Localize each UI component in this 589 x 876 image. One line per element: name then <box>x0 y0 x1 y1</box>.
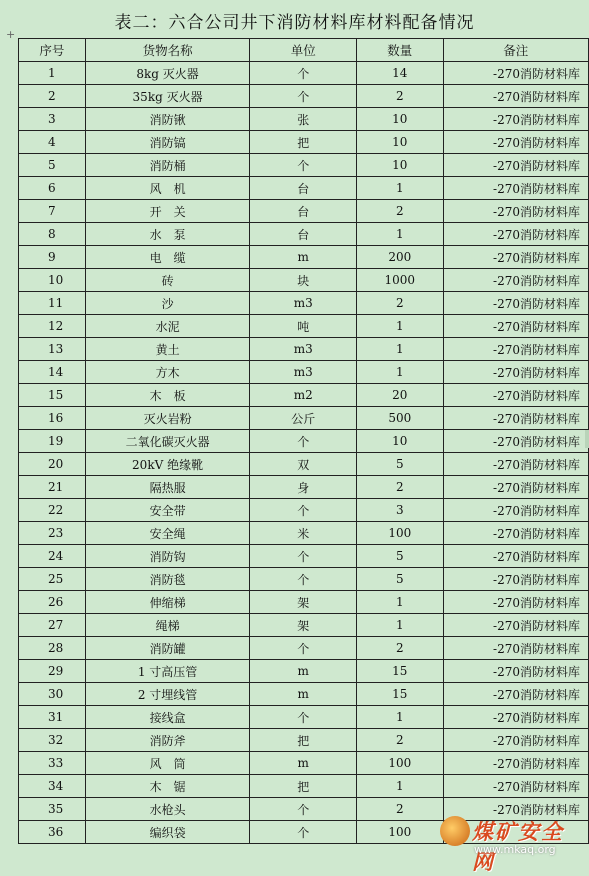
cell-unit: 个 <box>250 637 357 660</box>
cell-serial-number: 21 <box>19 476 86 499</box>
cell-item-name: 水 泵 <box>85 223 250 246</box>
table-row <box>19 108 589 131</box>
cell-serial-number: 33 <box>19 752 86 775</box>
table-row <box>19 729 589 752</box>
cell-remarks: -270消防材料库 <box>443 476 588 499</box>
cell-quantity: 1 <box>357 315 444 338</box>
cell-item-name: 水泥 <box>85 315 250 338</box>
cell-remarks: -270消防材料库 <box>443 154 588 177</box>
table-row <box>19 430 589 453</box>
table-move-handle-icon[interactable]: + <box>6 28 16 41</box>
watermark-logo-icon <box>440 816 470 846</box>
cell-quantity: 10 <box>357 430 444 453</box>
cell-quantity: 15 <box>357 660 444 683</box>
cell-unit: 块 <box>250 269 357 292</box>
cell-unit: m <box>250 683 357 706</box>
cell-remarks: -270消防材料库 <box>443 499 588 522</box>
table-row <box>19 683 589 706</box>
table-row <box>19 407 589 430</box>
materials-table-container <box>18 38 589 844</box>
cell-unit: 台 <box>250 223 357 246</box>
cell-quantity: 2 <box>357 476 444 499</box>
cell-serial-number: 25 <box>19 568 86 591</box>
cell-remarks: -270消防材料库 <box>443 200 588 223</box>
cell-item-name: 消防镐 <box>85 131 250 154</box>
cell-remarks: -270消防材料库 <box>443 177 588 200</box>
table-row <box>19 154 589 177</box>
cell-item-name: 灭火岩粉 <box>85 407 250 430</box>
cell-quantity: 5 <box>357 568 444 591</box>
table-row <box>19 62 589 85</box>
cell-remarks: -270消防材料库 <box>443 338 588 361</box>
cell-remarks: -270消防材料库 <box>443 775 588 798</box>
cell-remarks: -270消防材料库 <box>443 384 588 407</box>
table-row <box>19 614 589 637</box>
cell-quantity: 1 <box>357 177 444 200</box>
cell-quantity: 100 <box>357 821 444 844</box>
cell-quantity: 5 <box>357 453 444 476</box>
cell-quantity: 3 <box>357 499 444 522</box>
materials-table <box>18 38 589 844</box>
cell-unit: m3 <box>250 292 357 315</box>
cell-serial-number: 24 <box>19 545 86 568</box>
cell-serial-number: 8 <box>19 223 86 246</box>
cell-serial-number: 7 <box>19 200 86 223</box>
table-row <box>19 706 589 729</box>
cell-item-name: 木 锯 <box>85 775 250 798</box>
cell-item-name: 沙 <box>85 292 250 315</box>
cell-quantity: 15 <box>357 683 444 706</box>
cell-unit: 个 <box>250 499 357 522</box>
cell-unit: 把 <box>250 775 357 798</box>
cell-remarks: -270消防材料库 <box>443 62 588 85</box>
cell-item-name: 安全绳 <box>85 522 250 545</box>
cell-quantity: 2 <box>357 798 444 821</box>
cell-serial-number: 36 <box>19 821 86 844</box>
cell-remarks: -270消防材料库 <box>443 85 588 108</box>
cell-quantity: 1 <box>357 223 444 246</box>
cell-item-name: 开 关 <box>85 200 250 223</box>
cell-unit: 吨 <box>250 315 357 338</box>
cell-serial-number: 13 <box>19 338 86 361</box>
cell-unit: 个 <box>250 568 357 591</box>
cell-quantity: 2 <box>357 637 444 660</box>
cell-unit: 架 <box>250 614 357 637</box>
cell-remarks: -270消防材料库 <box>443 729 588 752</box>
header-quantity: 数量 <box>357 39 444 62</box>
header-remarks: 备注 <box>443 39 588 62</box>
cell-quantity: 200 <box>357 246 444 269</box>
cell-unit: m3 <box>250 361 357 384</box>
table-row <box>19 223 589 246</box>
cell-item-name: 电 缆 <box>85 246 250 269</box>
cell-item-name: 方木 <box>85 361 250 384</box>
cell-item-name: 消防斧 <box>85 729 250 752</box>
cell-remarks: -270消防材料库 <box>443 315 588 338</box>
cell-unit: 个 <box>250 85 357 108</box>
cell-unit: 个 <box>250 798 357 821</box>
cell-item-name: 20kV 绝缘靴 <box>85 453 250 476</box>
header-item-name: 货物名称 <box>85 39 250 62</box>
cell-quantity: 2 <box>357 729 444 752</box>
cell-remarks: -270消防材料库 <box>443 246 588 269</box>
cell-unit: 个 <box>250 154 357 177</box>
cell-remarks: -270消防材料库 <box>443 568 588 591</box>
cell-unit: 把 <box>250 131 357 154</box>
cell-item-name: 砖 <box>85 269 250 292</box>
watermark-text: 煤矿安全网 <box>472 820 564 874</box>
cell-item-name: 消防桶 <box>85 154 250 177</box>
cell-remarks: -270消防材料库 <box>443 269 588 292</box>
table-row <box>19 752 589 775</box>
header-unit: 单位 <box>250 39 357 62</box>
table-row <box>19 499 589 522</box>
cell-remarks: -270消防材料库 <box>443 522 588 545</box>
table-row <box>19 522 589 545</box>
cell-serial-number: 23 <box>19 522 86 545</box>
cell-remarks: -270消防材料库 <box>443 430 588 453</box>
cell-serial-number: 4 <box>19 131 86 154</box>
cell-quantity: 1 <box>357 706 444 729</box>
cell-unit: 个 <box>250 821 357 844</box>
cell-item-name: 安全带 <box>85 499 250 522</box>
cell-serial-number: 31 <box>19 706 86 729</box>
cell-serial-number: 22 <box>19 499 86 522</box>
cell-item-name: 黄土 <box>85 338 250 361</box>
scroll-handle[interactable] <box>585 430 589 448</box>
cell-remarks: -270消防材料库 <box>443 361 588 384</box>
cell-remarks: -270消防材料库 <box>443 453 588 476</box>
cell-quantity: 5 <box>357 545 444 568</box>
table-row <box>19 292 589 315</box>
cell-item-name: 接线盒 <box>85 706 250 729</box>
cell-remarks: -270消防材料库 <box>443 798 588 821</box>
cell-unit: 台 <box>250 177 357 200</box>
cell-quantity: 2 <box>357 292 444 315</box>
table-row <box>19 591 589 614</box>
cell-quantity: 1 <box>357 591 444 614</box>
cell-quantity: 1 <box>357 361 444 384</box>
cell-unit: 张 <box>250 108 357 131</box>
cell-item-name: 消防毯 <box>85 568 250 591</box>
cell-serial-number: 28 <box>19 637 86 660</box>
cell-item-name: 消防锹 <box>85 108 250 131</box>
cell-quantity: 2 <box>357 85 444 108</box>
cell-serial-number: 14 <box>19 361 86 384</box>
cell-unit: 公斤 <box>250 407 357 430</box>
table-row <box>19 177 589 200</box>
site-watermark <box>440 816 586 874</box>
table-row <box>19 338 589 361</box>
cell-serial-number: 19 <box>19 430 86 453</box>
table-row <box>19 85 589 108</box>
cell-remarks: -270消防材料库 <box>443 706 588 729</box>
header-serial-number: 序号 <box>19 39 86 62</box>
cell-quantity: 10 <box>357 131 444 154</box>
table-row <box>19 568 589 591</box>
cell-unit: 个 <box>250 545 357 568</box>
cell-serial-number: 15 <box>19 384 86 407</box>
cell-quantity: 100 <box>357 752 444 775</box>
table-row <box>19 637 589 660</box>
cell-item-name: 隔热服 <box>85 476 250 499</box>
cell-item-name: 编织袋 <box>85 821 250 844</box>
cell-remarks: -270消防材料库 <box>443 407 588 430</box>
cell-quantity: 1 <box>357 775 444 798</box>
table-row <box>19 315 589 338</box>
cell-item-name: 伸缩梯 <box>85 591 250 614</box>
cell-quantity: 1 <box>357 614 444 637</box>
cell-unit: m <box>250 660 357 683</box>
cell-item-name: 二氧化碳灭火器 <box>85 430 250 453</box>
cell-quantity: 2 <box>357 200 444 223</box>
cell-item-name: 水枪头 <box>85 798 250 821</box>
cell-unit: 米 <box>250 522 357 545</box>
cell-item-name: 消防罐 <box>85 637 250 660</box>
cell-item-name: 1 寸高压管 <box>85 660 250 683</box>
cell-remarks: -270消防材料库 <box>443 108 588 131</box>
cell-quantity: 1000 <box>357 269 444 292</box>
cell-item-name: 2 寸埋线管 <box>85 683 250 706</box>
cell-quantity: 1 <box>357 338 444 361</box>
cell-serial-number: 27 <box>19 614 86 637</box>
cell-serial-number: 32 <box>19 729 86 752</box>
table-body <box>19 62 589 844</box>
table-row <box>19 269 589 292</box>
cell-quantity: 500 <box>357 407 444 430</box>
table-row <box>19 545 589 568</box>
cell-item-name: 绳梯 <box>85 614 250 637</box>
table-row <box>19 775 589 798</box>
cell-serial-number: 9 <box>19 246 86 269</box>
cell-quantity: 20 <box>357 384 444 407</box>
cell-serial-number: 2 <box>19 85 86 108</box>
cell-item-name: 8kg 灭火器 <box>85 62 250 85</box>
cell-remarks: -270消防材料库 <box>443 752 588 775</box>
cell-remarks: -270消防材料库 <box>443 614 588 637</box>
cell-remarks: -270消防材料库 <box>443 591 588 614</box>
table-row <box>19 131 589 154</box>
cell-unit: 把 <box>250 729 357 752</box>
cell-serial-number: 34 <box>19 775 86 798</box>
cell-item-name: 风 机 <box>85 177 250 200</box>
cell-serial-number: 10 <box>19 269 86 292</box>
cell-unit: 台 <box>250 200 357 223</box>
table-row <box>19 384 589 407</box>
cell-unit: m <box>250 246 357 269</box>
cell-quantity: 10 <box>357 154 444 177</box>
cell-unit: 个 <box>250 706 357 729</box>
cell-unit: 身 <box>250 476 357 499</box>
cell-serial-number: 29 <box>19 660 86 683</box>
table-row <box>19 476 589 499</box>
cell-serial-number: 30 <box>19 683 86 706</box>
cell-serial-number: 11 <box>19 292 86 315</box>
cell-item-name: 木 板 <box>85 384 250 407</box>
table-row <box>19 200 589 223</box>
table-row <box>19 660 589 683</box>
table-row <box>19 453 589 476</box>
cell-item-name: 风 筒 <box>85 752 250 775</box>
cell-unit: 个 <box>250 430 357 453</box>
cell-serial-number: 35 <box>19 798 86 821</box>
cell-remarks: -270消防材料库 <box>443 660 588 683</box>
cell-remarks: -270消防材料库 <box>443 545 588 568</box>
page-title: 表二：六合公司井下消防材料库材料配备情况 <box>114 13 475 33</box>
cell-serial-number: 12 <box>19 315 86 338</box>
cell-serial-number: 20 <box>19 453 86 476</box>
cell-unit: 双 <box>250 453 357 476</box>
watermark-url: www.mkaq.org <box>474 843 556 856</box>
cell-remarks: -270消防材料库 <box>443 292 588 315</box>
cell-unit: m2 <box>250 384 357 407</box>
table-header-row <box>19 39 589 62</box>
cell-remarks: -270消防材料库 <box>443 223 588 246</box>
cell-unit: 个 <box>250 62 357 85</box>
cell-remarks: -270消防材料库 <box>443 131 588 154</box>
cell-remarks: -270消防材料库 <box>443 683 588 706</box>
table-row <box>19 361 589 384</box>
cell-quantity: 10 <box>357 108 444 131</box>
cell-quantity: 14 <box>357 62 444 85</box>
cell-unit: m3 <box>250 338 357 361</box>
cell-serial-number: 6 <box>19 177 86 200</box>
cell-serial-number: 26 <box>19 591 86 614</box>
cell-item-name: 35kg 灭火器 <box>85 85 250 108</box>
cell-serial-number: 1 <box>19 62 86 85</box>
cell-item-name: 消防钩 <box>85 545 250 568</box>
cell-unit: m <box>250 752 357 775</box>
cell-quantity: 100 <box>357 522 444 545</box>
table-row <box>19 246 589 269</box>
cell-remarks: -270消防材料库 <box>443 637 588 660</box>
cell-serial-number: 16 <box>19 407 86 430</box>
cell-unit: 架 <box>250 591 357 614</box>
cell-serial-number: 5 <box>19 154 86 177</box>
cell-serial-number: 3 <box>19 108 86 131</box>
